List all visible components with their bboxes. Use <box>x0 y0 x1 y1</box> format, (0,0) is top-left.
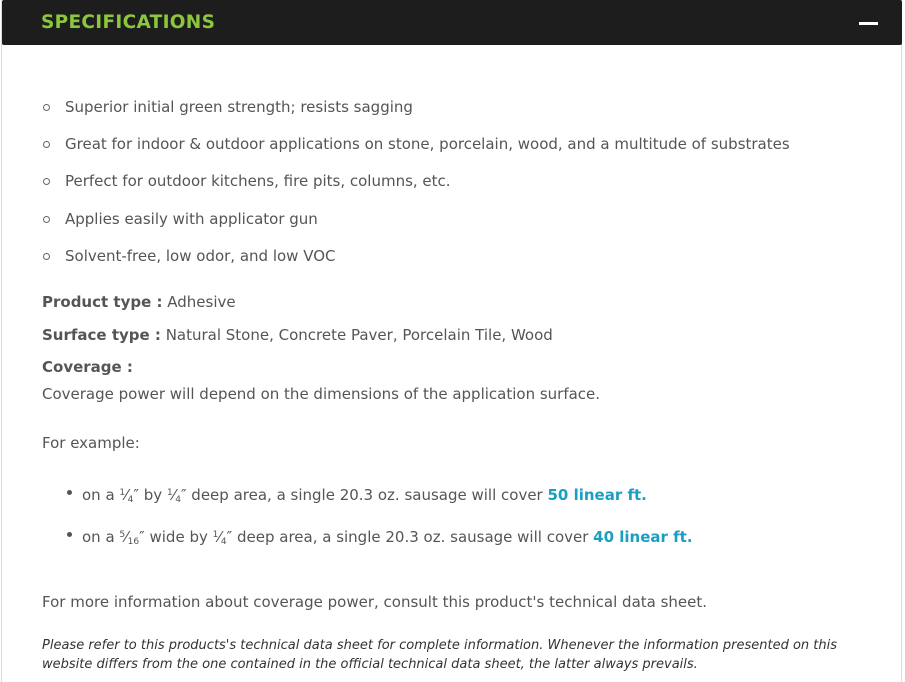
bullet-icon <box>67 532 72 537</box>
features-list <box>42 97 790 283</box>
circle-bullet-icon <box>43 141 50 148</box>
coverage-label: Coverage : <box>42 358 133 376</box>
more-info-text: For more information about coverage power, consult this product's technical data sheet. <box>42 593 708 611</box>
product-type-row <box>42 292 236 312</box>
product-type-value: Adhesive <box>167 293 236 311</box>
fraction: $^1⁄_4$ <box>212 528 227 547</box>
list-item: on a $^1⁄_4''$ by $^1⁄_4''$ deep area, a single 20.3 oz. sausage will cover 50 linear ft. <box>67 483 693 525</box>
surface-type-label: Surface type : <box>42 326 161 344</box>
list-item: Perfect for outdoor kitchens, fire pits, columns, etc. <box>42 171 790 208</box>
list-item: Superior initial green strength; resists sagging <box>42 97 790 134</box>
list-item: on a $^5⁄_{16}''$ wide by $^1⁄_4''$ deep area, a single 20.3 oz. sausage will cover 40 linear ft. <box>67 525 693 567</box>
specifications-panel <box>1 0 902 682</box>
surface-type-row <box>42 325 553 345</box>
coverage-label-row <box>42 357 133 377</box>
fraction: $^1⁄_4$ <box>119 486 134 505</box>
minus-icon[interactable] <box>859 22 878 25</box>
section-title: SPECIFICATIONS <box>41 12 216 33</box>
bullet-icon <box>67 490 72 495</box>
coverage-highlight: 40 linear ft. <box>593 528 693 546</box>
list-item: Solvent-free, low odor, and low VOC <box>42 246 790 283</box>
circle-bullet-icon <box>43 178 50 185</box>
fraction: $^1⁄_4$ <box>166 486 181 505</box>
coverage-highlight: 50 linear ft. <box>547 486 647 504</box>
circle-bullet-icon <box>43 216 50 223</box>
coverage-description: Coverage power will depend on the dimensions of the application surface. <box>42 385 601 403</box>
example-intro: For example: <box>42 434 140 452</box>
surface-type-value: Natural Stone, Concrete Paver, Porcelain Tile, Wood <box>165 326 553 344</box>
specifications-accordion-header[interactable] <box>2 0 902 45</box>
list-item: Great for indoor & outdoor applications on stone, porcelain, wood, and a multitude of substrates <box>42 134 790 171</box>
coverage-examples-list <box>67 483 693 567</box>
disclaimer-text: Please refer to this products's technical data sheet for complete information. Whenever the information presented on this website differs from the one contained in the official technical data sheet, the latter always prevails. <box>42 638 837 672</box>
product-type-label: Product type : <box>42 293 163 311</box>
circle-bullet-icon <box>43 253 50 260</box>
circle-bullet-icon <box>43 104 50 111</box>
fraction: $^5⁄_{16}$ <box>119 528 140 547</box>
list-item: Applies easily with applicator gun <box>42 209 790 246</box>
